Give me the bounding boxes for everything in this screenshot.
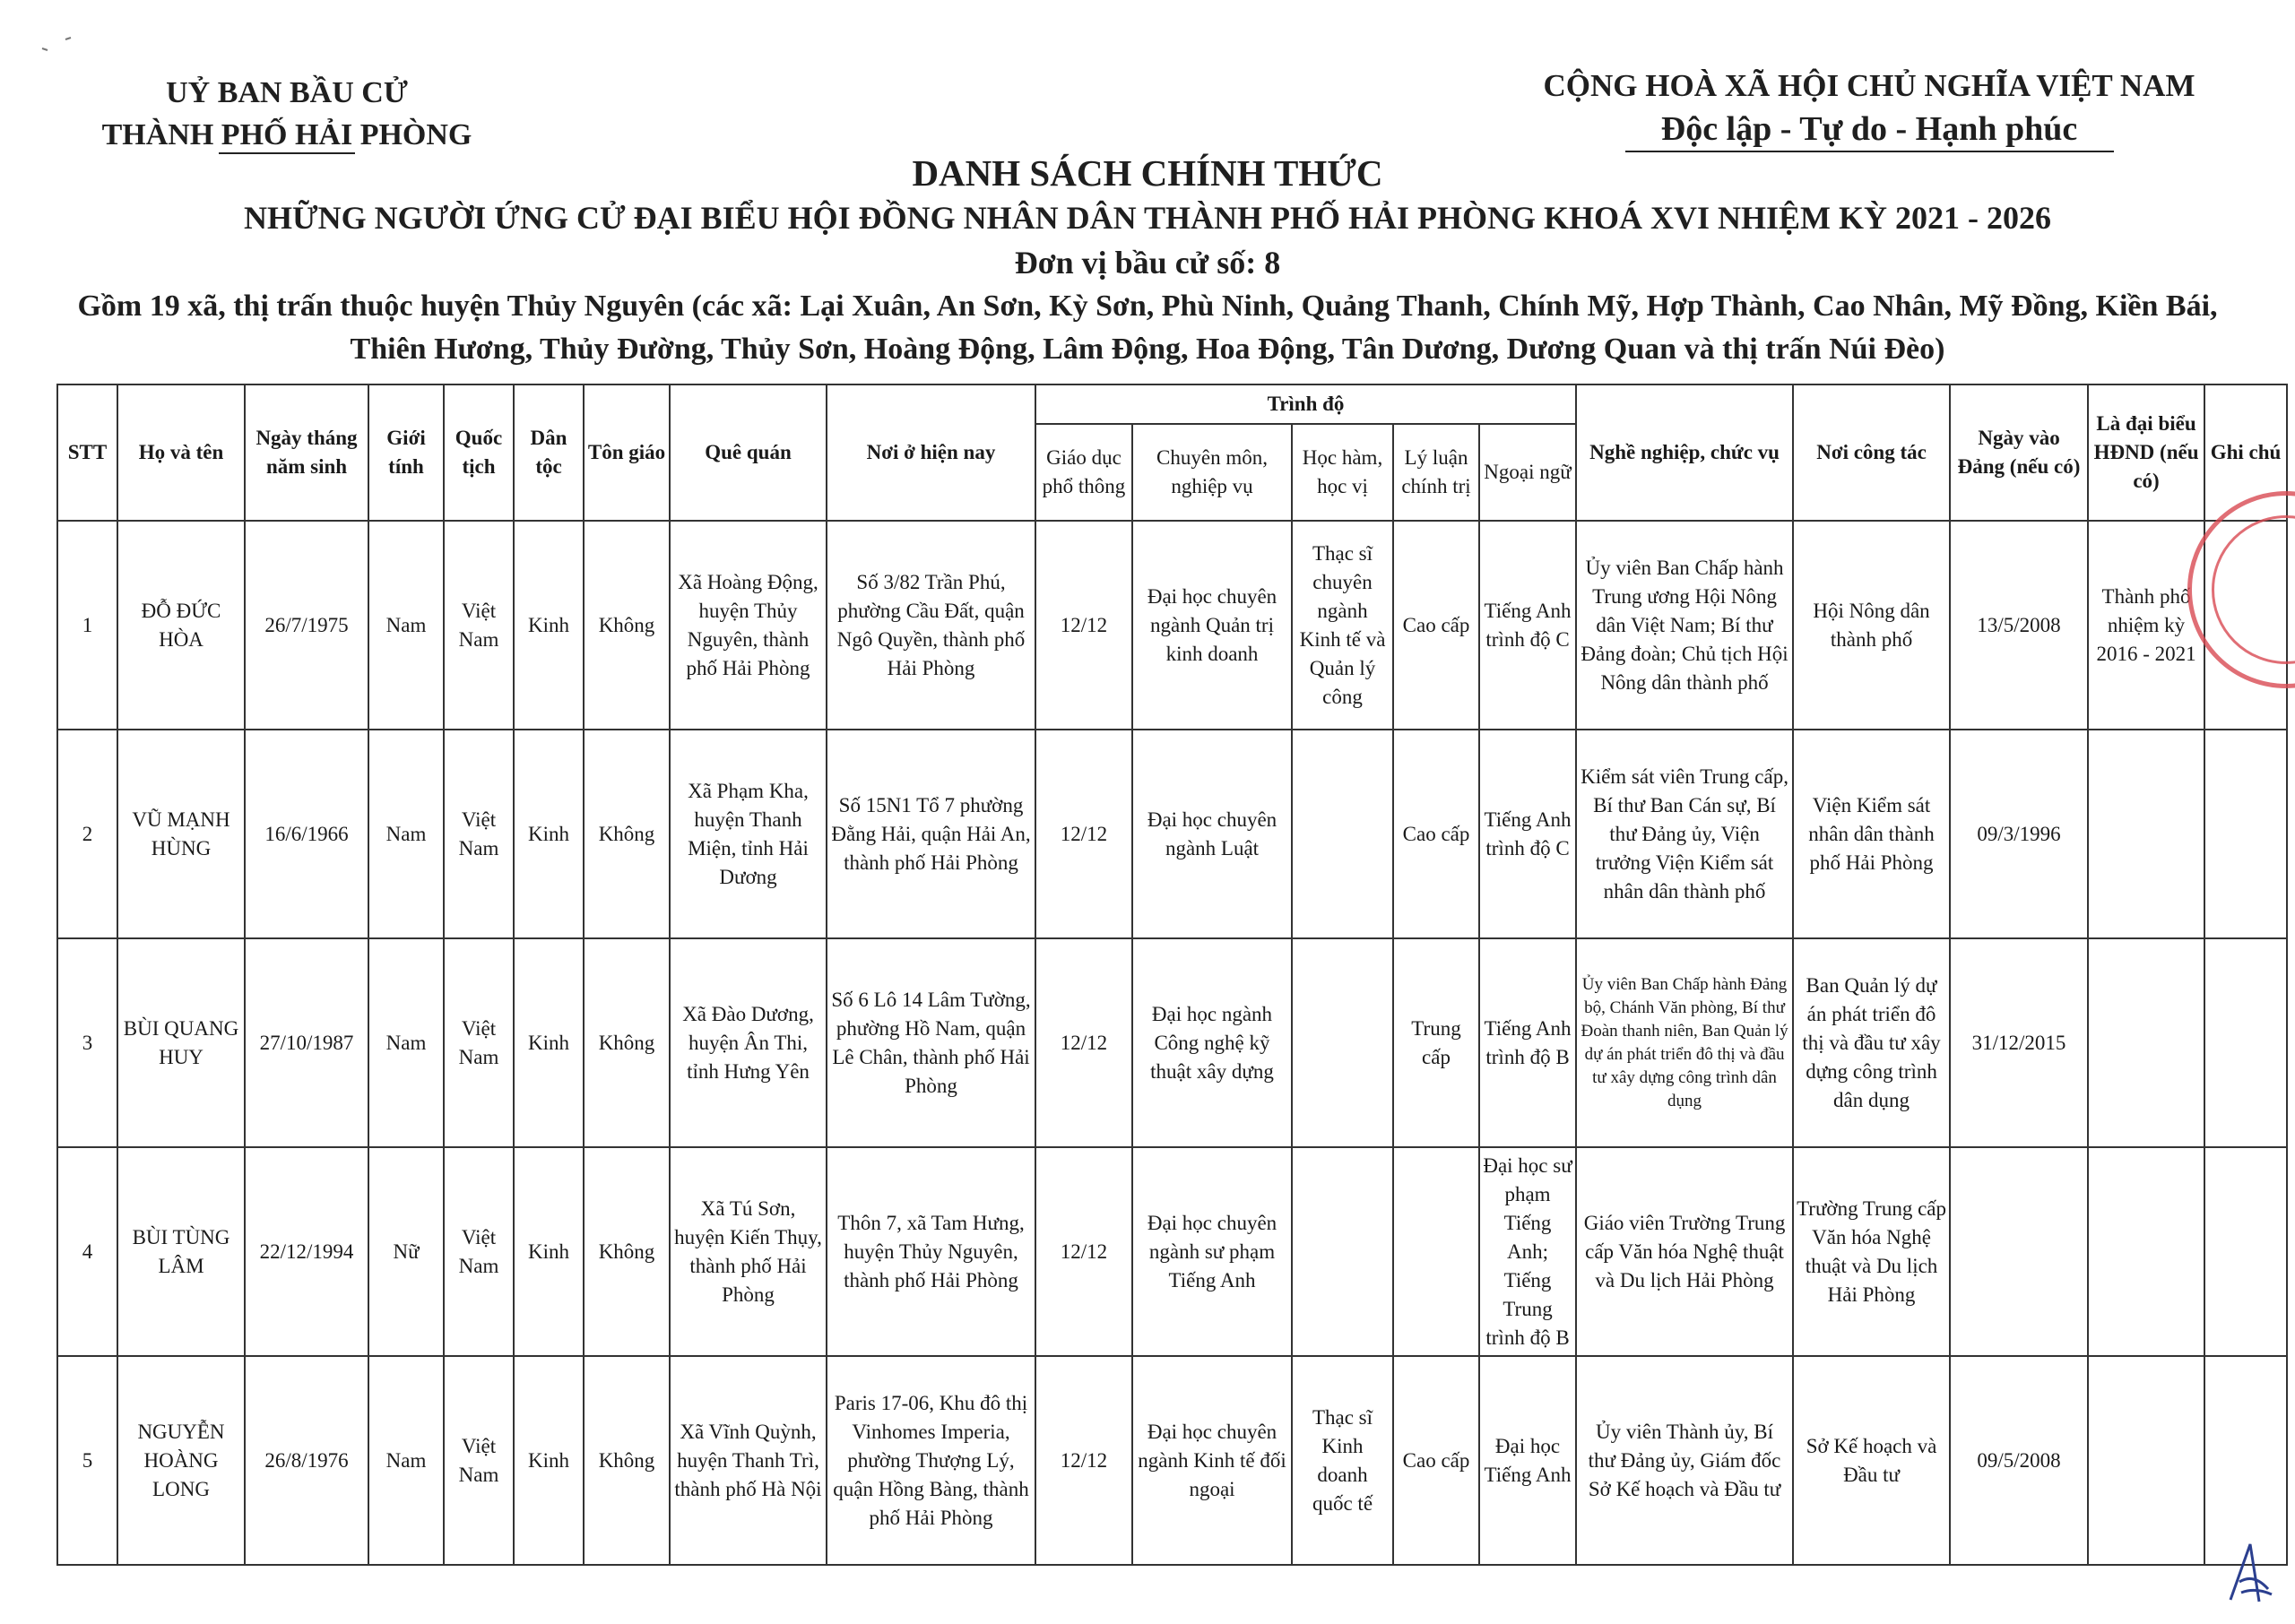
table-row — [57, 1356, 2287, 1565]
col-nationality: Quốc tịch — [444, 384, 514, 521]
col-note: Ghi chú — [2204, 384, 2287, 521]
cell-stt: 2 — [57, 730, 117, 938]
col-name: Họ và tên — [117, 384, 245, 521]
cell-religion: Không — [584, 938, 670, 1147]
cell-nationality: Việt Nam — [444, 1356, 514, 1565]
cell-ethnicity: Kinh — [514, 938, 584, 1147]
cell-occupation: Ủy viên Ban Chấp hành Trung ương Hội Nông dân Việt Nam; Bí thư Đảng đoàn; Chủ tịch Hội Nông dân thành phố — [1576, 521, 1793, 730]
cell-note — [2204, 1147, 2287, 1356]
col-political: Lý luận chính trị — [1393, 424, 1479, 521]
cell-note — [2204, 1356, 2287, 1565]
cell-council-member — [2088, 1147, 2204, 1356]
cell-political: Trung cấp — [1393, 938, 1479, 1147]
cell-dob: 27/10/1987 — [245, 938, 368, 1147]
cell-note — [2204, 938, 2287, 1147]
cell-residence: Thôn 7, xã Tam Hưng, huyện Thủy Nguyên, thành phố Hải Phòng — [827, 1147, 1035, 1356]
cell-language: Tiếng Anh trình độ C — [1479, 521, 1576, 730]
cell-occupation: Ủy viên Thành ủy, Bí thư Đảng ủy, Giám đốc Sở Kế hoạch và Đầu tư — [1576, 1356, 1793, 1565]
electoral-unit: Đơn vị bầu cử số: 8 — [1014, 245, 1281, 281]
cell-party-date: 09/3/1996 — [1950, 730, 2088, 938]
cell-specialty: Đại học ngành Công nghệ kỹ thuật xây dựng — [1132, 938, 1292, 1147]
col-workplace: Nơi công tác — [1793, 384, 1950, 521]
document-subtitle: NHỮNG NGƯỜI ỨNG CỬ ĐẠI BIỂU HỘI ĐỒNG NHÂN DÂN THÀNH PHỐ HẢI PHÒNG KHOÁ XVI NHIỆM KỲ 2021 - 2026 — [243, 200, 2052, 236]
issuer-header — [72, 72, 502, 154]
unit-description-line-2: Thiên Hương, Thủy Đường, Thủy Sơn, Hoàng Động, Lâm Động, Hoa Động, Tân Dương, Dương Quan và thị trấn Núi Đèo) — [350, 333, 1945, 366]
cell-workplace: Trường Trung cấp Văn hóa Nghệ thuật và Du lịch Hải Phòng — [1793, 1147, 1950, 1356]
cell-workplace: Ban Quản lý dự án phát triển đô thị và đầu tư xây dựng công trình dân dụng — [1793, 938, 1950, 1147]
unit-description-line-1: Gồm 19 xã, thị trấn thuộc huyện Thủy Nguyên (các xã: Lại Xuân, An Sơn, Kỳ Sơn, Phù Ninh, Quảng Thanh, Chính Mỹ, Hợp Thành, Cao Nhân, Mỹ Đồng, Kiền Bái, — [77, 289, 2218, 323]
cell-occupation: Ủy viên Ban Chấp hành Đảng bộ, Chánh Văn phòng, Bí thư Đoàn thanh niên, Ban Quản lý dự án phát triển đô thị và đầu tư xây dựng công trình dân dụng — [1576, 938, 1793, 1147]
col-religion: Tôn giáo — [584, 384, 670, 521]
col-hometown: Quê quán — [670, 384, 827, 521]
signature-mark — [2223, 1537, 2277, 1609]
cell-academic: Thạc sĩ Kinh doanh quốc tế — [1292, 1356, 1393, 1565]
col-stt: STT — [57, 384, 117, 521]
cell-hometown: Xã Vĩnh Quỳnh, huyện Thanh Trì, thành phố Hà Nội — [670, 1356, 827, 1565]
document-title: DANH SÁCH CHÍNH THỨC — [912, 152, 1383, 194]
candidate-table — [56, 384, 2288, 1566]
cell-stt: 4 — [57, 1147, 117, 1356]
cell-council-member: Thành phố nhiệm kỳ 2016 - 2021 — [2088, 521, 2204, 730]
col-residence: Nơi ở hiện nay — [827, 384, 1035, 521]
table-row — [57, 521, 2287, 730]
cell-specialty: Đại học chuyên ngành Quản trị kinh doanh — [1132, 521, 1292, 730]
cell-party-date: 31/12/2015 — [1950, 938, 2088, 1147]
col-education-group: Trình độ — [1035, 384, 1576, 424]
cell-ethnicity: Kinh — [514, 1356, 584, 1565]
cell-nationality: Việt Nam — [444, 521, 514, 730]
cell-political: Cao cấp — [1393, 1356, 1479, 1565]
cell-hometown: Xã Đào Dương, huyện Ân Thi, tỉnh Hưng Yên — [670, 938, 827, 1147]
col-occupation: Nghề nghiệp, chức vụ — [1576, 384, 1793, 521]
table-row — [57, 1147, 2287, 1356]
col-general-edu: Giáo dục phổ thông — [1035, 424, 1132, 521]
col-party-date: Ngày vào Đảng (nếu có) — [1950, 384, 2088, 521]
cell-name: VŨ MẠNH HÙNG — [117, 730, 245, 938]
cell-religion: Không — [584, 730, 670, 938]
cell-academic — [1292, 938, 1393, 1147]
cell-note — [2204, 730, 2287, 938]
col-dob: Ngày tháng năm sinh — [245, 384, 368, 521]
cell-hometown: Xã Tú Sơn, huyện Kiến Thụy, thành phố Hải Phòng — [670, 1147, 827, 1356]
cell-gender: Nam — [368, 1356, 444, 1565]
cell-workplace: Hội Nông dân thành phố — [1793, 521, 1950, 730]
cell-occupation: Kiểm sát viên Trung cấp, Bí thư Ban Cán sự, Bí thư Đảng ủy, Viện trưởng Viện Kiểm sát nhân dân thành phố — [1576, 730, 1793, 938]
cell-dob: 16/6/1966 — [245, 730, 368, 938]
cell-academic — [1292, 1147, 1393, 1356]
cell-hometown: Xã Hoàng Động, huyện Thủy Nguyên, thành phố Hải Phòng — [670, 521, 827, 730]
national-motto: Độc lập - Tự do - Hạnh phúc — [1660, 110, 2078, 148]
cell-political — [1393, 1147, 1479, 1356]
col-council-member: Là đại biểu HĐND (nếu có) — [2088, 384, 2204, 521]
cell-language: Tiếng Anh trình độ B — [1479, 938, 1576, 1147]
national-title: CỘNG HOÀ XÃ HỘI CHỦ NGHĨA VIỆT NAM — [1543, 68, 2195, 103]
cell-ethnicity: Kinh — [514, 1147, 584, 1356]
cell-specialty: Đại học chuyên ngành Luật — [1132, 730, 1292, 938]
cell-dob: 26/8/1976 — [245, 1356, 368, 1565]
cell-nationality: Việt Nam — [444, 938, 514, 1147]
cell-dob: 22/12/1994 — [245, 1147, 368, 1356]
issuer-line-2: THÀNH PHỐ HẢI PHÒNG — [101, 118, 472, 151]
cell-dob: 26/7/1975 — [245, 521, 368, 730]
cell-language: Đại học sư phạm Tiếng Anh; Tiếng Trung trình độ B — [1479, 1147, 1576, 1356]
cell-general-edu: 12/12 — [1035, 1356, 1132, 1565]
cell-workplace: Sở Kế hoạch và Đầu tư — [1793, 1356, 1950, 1565]
cell-name: BÙI TÙNG LÂM — [117, 1147, 245, 1356]
cell-hometown: Xã Phạm Kha, huyện Thanh Miện, tỉnh Hải Dương — [670, 730, 827, 938]
cell-residence: Số 6 Lô 14 Lâm Tường, phường Hồ Nam, quận Lê Chân, thành phố Hải Phòng — [827, 938, 1035, 1147]
col-specialty: Chuyên môn, nghiệp vụ — [1132, 424, 1292, 521]
cell-stt: 5 — [57, 1356, 117, 1565]
cell-academic: Thạc sĩ chuyên ngành Kinh tế và Quản lý công — [1292, 521, 1393, 730]
cell-academic — [1292, 730, 1393, 938]
cell-specialty: Đại học chuyên ngành sư phạm Tiếng Anh — [1132, 1147, 1292, 1356]
cell-name: NGUYỄN HOÀNG LONG — [117, 1356, 245, 1565]
col-ethnicity: Dân tộc — [514, 384, 584, 521]
cell-workplace: Viện Kiểm sát nhân dân thành phố Hải Phòng — [1793, 730, 1950, 938]
cell-council-member — [2088, 1356, 2204, 1565]
cell-party-date: 13/5/2008 — [1950, 521, 2088, 730]
national-header — [1479, 65, 2259, 152]
cell-ethnicity: Kinh — [514, 730, 584, 938]
cell-ethnicity: Kinh — [514, 521, 584, 730]
col-language: Ngoại ngữ — [1479, 424, 1576, 521]
cell-gender: Nam — [368, 521, 444, 730]
cell-stt: 3 — [57, 938, 117, 1147]
stamp-inner-ring — [2212, 515, 2295, 664]
cell-party-date: 09/5/2008 — [1950, 1356, 2088, 1565]
cell-specialty: Đại học chuyên ngành Kinh tế đối ngoại — [1132, 1356, 1292, 1565]
cell-occupation: Giáo viên Trường Trung cấp Văn hóa Nghệ thuật và Du lịch Hải Phòng — [1576, 1147, 1793, 1356]
cell-stt: 1 — [57, 521, 117, 730]
cell-religion: Không — [584, 521, 670, 730]
cell-political: Cao cấp — [1393, 730, 1479, 938]
cell-religion: Không — [584, 1356, 670, 1565]
cell-general-edu: 12/12 — [1035, 938, 1132, 1147]
cell-general-edu: 12/12 — [1035, 521, 1132, 730]
cell-political: Cao cấp — [1393, 521, 1479, 730]
cell-residence: Số 15N1 Tổ 7 phường Đằng Hải, quận Hải An, thành phố Hải Phòng — [827, 730, 1035, 938]
cell-gender: Nam — [368, 730, 444, 938]
cell-nationality: Việt Nam — [444, 1147, 514, 1356]
cell-gender: Nam — [368, 938, 444, 1147]
cell-nationality: Việt Nam — [444, 730, 514, 938]
cell-name: ĐỖ ĐỨC HÒA — [117, 521, 245, 730]
document-titles — [36, 151, 2259, 371]
cell-residence: Số 3/82 Trần Phú, phường Cầu Đất, quận Ngô Quyền, thành phố Hải Phòng — [827, 521, 1035, 730]
cell-general-edu: 12/12 — [1035, 1147, 1132, 1356]
scan-mark — [40, 36, 76, 54]
col-academic: Học hàm, học vị — [1292, 424, 1393, 521]
cell-language: Tiếng Anh trình độ C — [1479, 730, 1576, 938]
cell-council-member — [2088, 938, 2204, 1147]
issuer-line-1: UỶ BAN BẦU CỬ — [166, 76, 408, 109]
cell-council-member — [2088, 730, 2204, 938]
table-row — [57, 938, 2287, 1147]
cell-gender: Nữ — [368, 1147, 444, 1356]
cell-general-edu: 12/12 — [1035, 730, 1132, 938]
cell-name: BÙI QUANG HUY — [117, 938, 245, 1147]
cell-residence: Paris 17-06, Khu đô thị Vinhomes Imperia, phường Thượng Lý, quận Hồng Bàng, thành phố Hải Phòng — [827, 1356, 1035, 1565]
table-row — [57, 730, 2287, 938]
col-gender: Giới tính — [368, 384, 444, 521]
cell-religion: Không — [584, 1147, 670, 1356]
cell-party-date — [1950, 1147, 2088, 1356]
cell-language: Đại học Tiếng Anh — [1479, 1356, 1576, 1565]
